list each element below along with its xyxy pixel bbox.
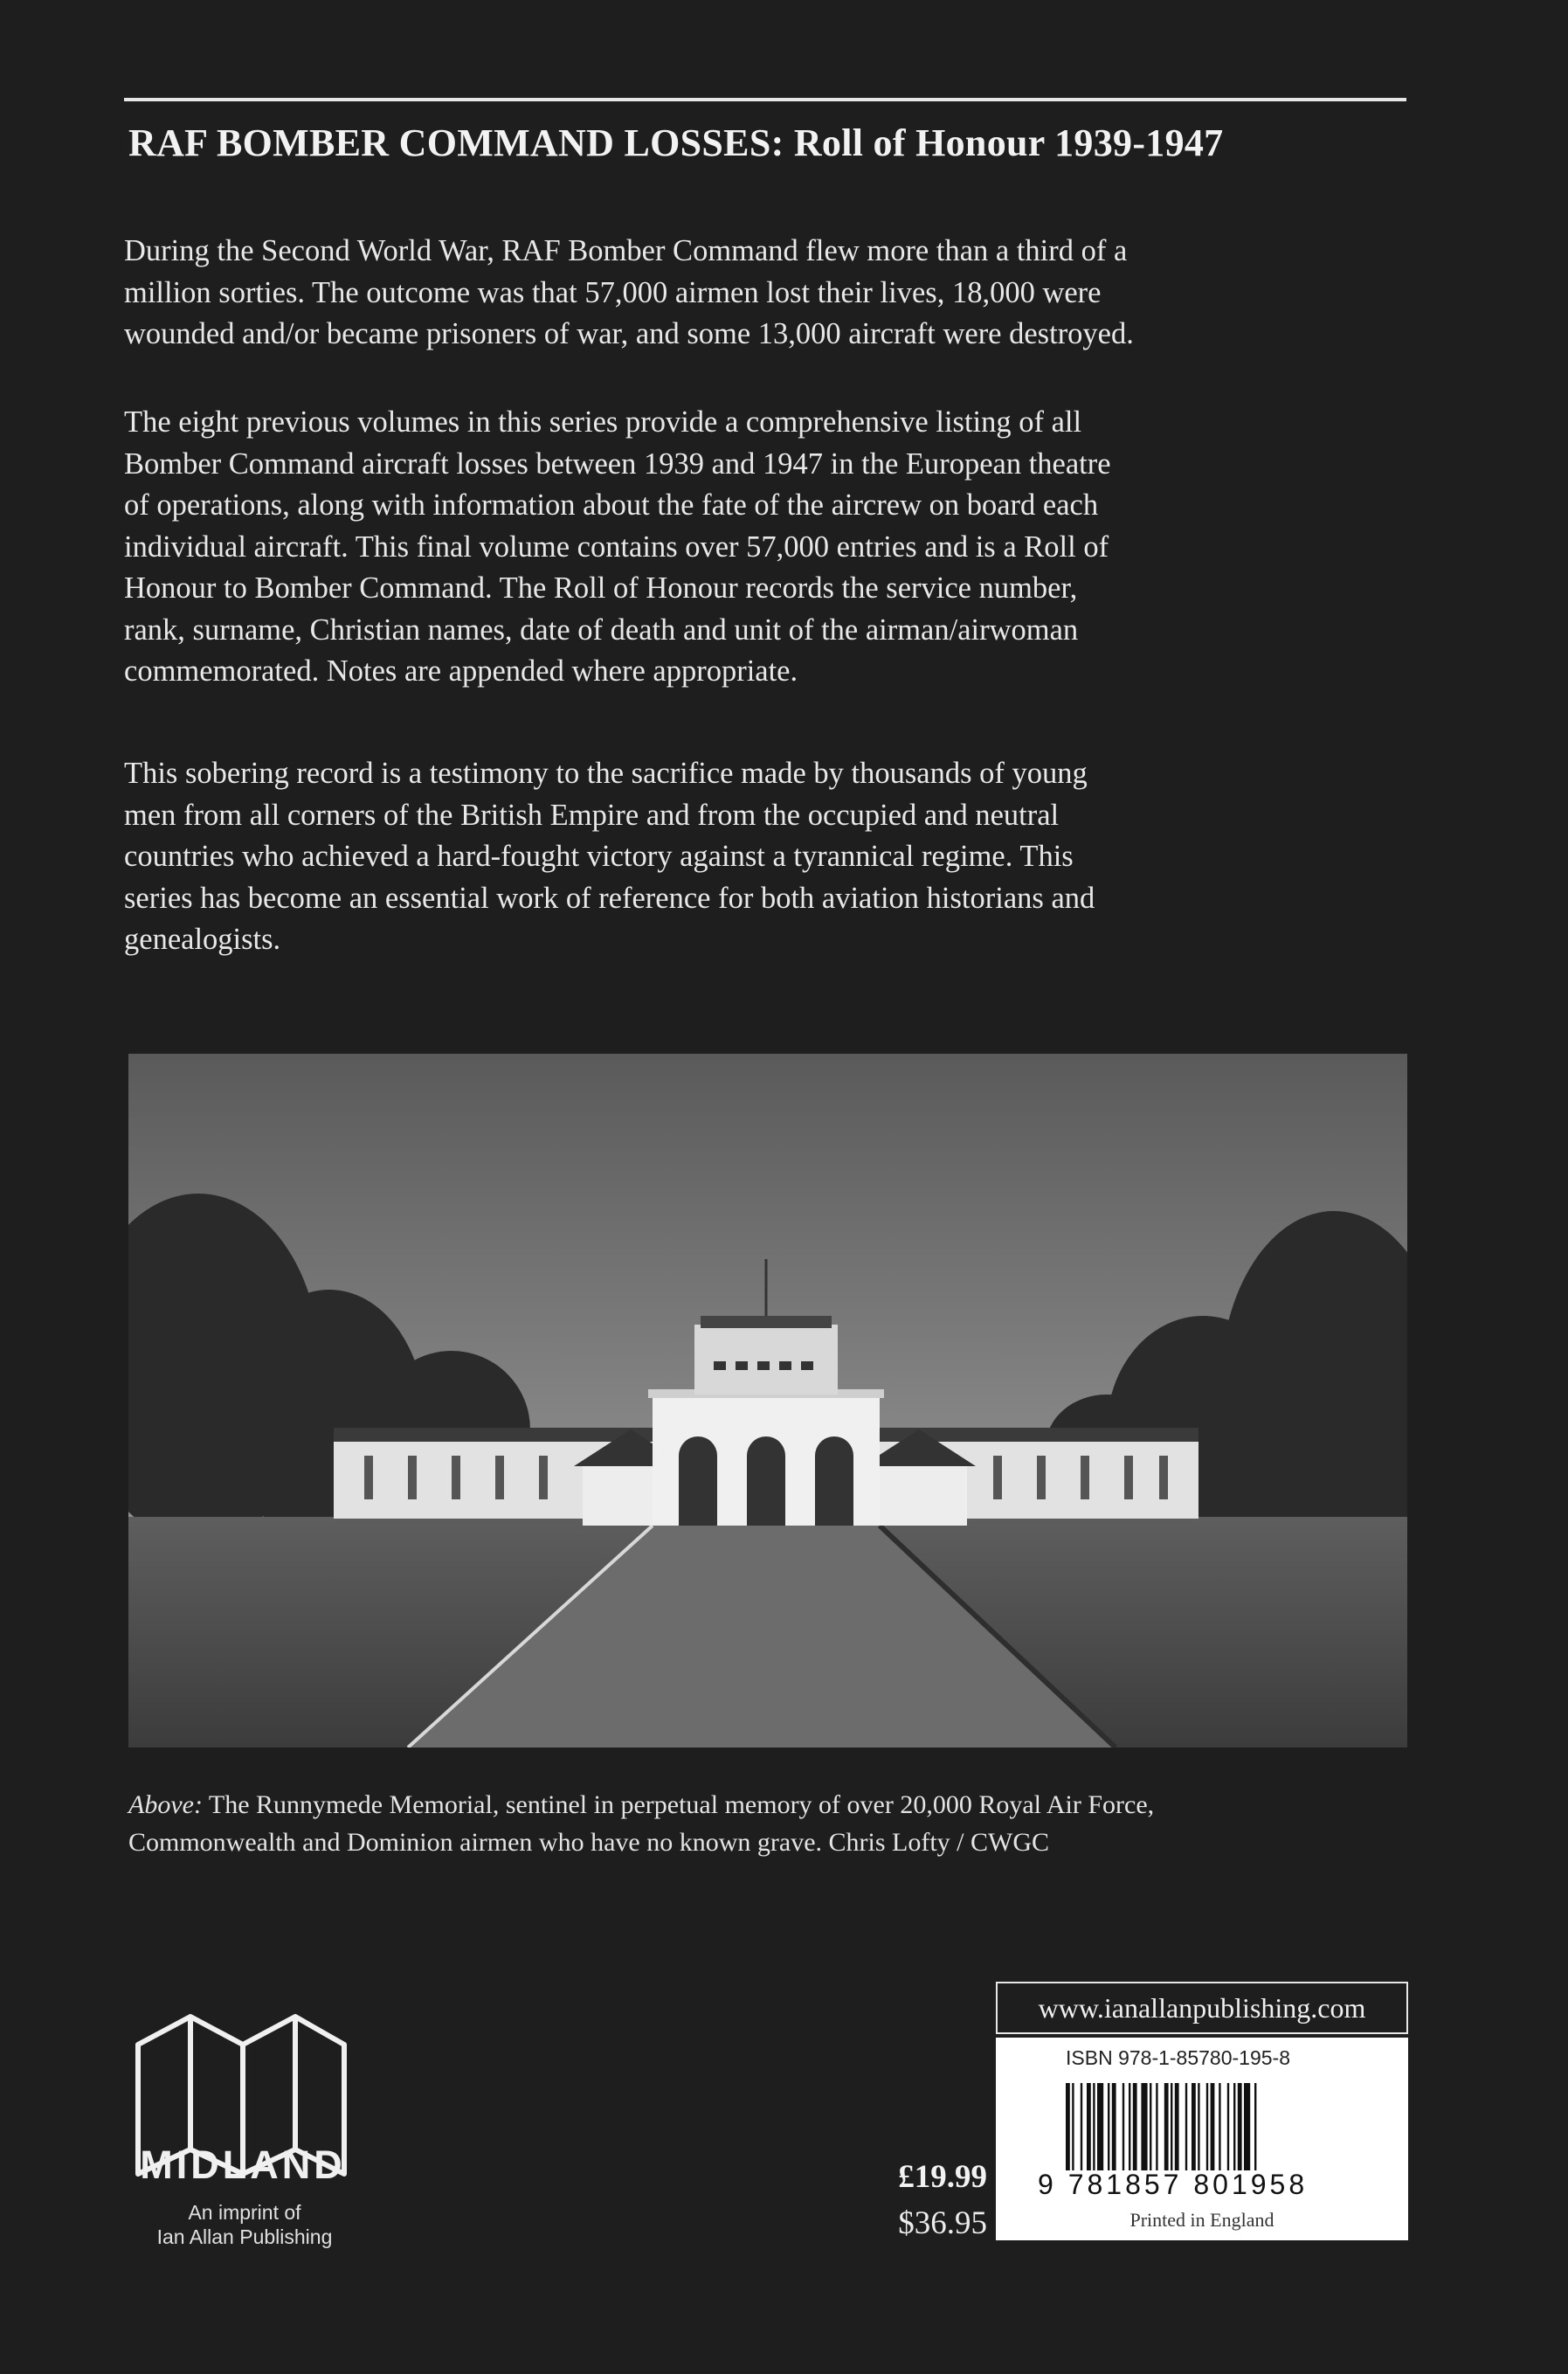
blurb-line: of operations, along with information about the fate of the aircrew on board each: [124, 488, 1099, 522]
blurb-paragraph-1: [124, 231, 1408, 356]
blurb-line: The eight previous volumes in this series provide a comprehensive listing of all: [124, 405, 1082, 439]
imprint-line-1: An imprint of: [188, 2201, 301, 2224]
printed-in: Printed in England: [1129, 2209, 1274, 2231]
blurb-line: series has become an essential work of reference for both aviation historians and: [124, 881, 1095, 915]
blurb-line: Honour to Bomber Command. The Roll of Honour records the service number,: [124, 571, 1078, 605]
blurb-line: million sorties. The outcome was that 57,000 airmen lost their lives, 18,000 were: [124, 275, 1102, 309]
blurb-line: rank, surname, Christian names, date of death and unit of the airman/airwoman: [124, 613, 1079, 647]
publisher-website: www.ianallanpublishing.com: [996, 1982, 1408, 2034]
caption-lead: Above:: [128, 1790, 203, 1819]
blurb-line: During the Second World War, RAF Bomber Command flew more than a third of a: [124, 234, 1128, 267]
barcode-icon: [1064, 2083, 1387, 2170]
photo-caption: [128, 1786, 1421, 1861]
caption-line-2: Commonwealth and Dominion airmen who have no known grave. Chris Lofty / CWGC: [128, 1828, 1049, 1857]
barcode-panel: [996, 2038, 1408, 2240]
caption-line-1: [128, 1786, 1421, 1824]
blurb-line: commemorated. Notes are appended where appropriate.: [124, 654, 798, 688]
barcode-digits: 9 781857 801958: [1038, 2169, 1309, 2200]
blurb-line: individual aircraft. This final volume contains over 57,000 entries and is a Roll of: [124, 529, 1109, 564]
blurb-line: This sobering record is a testimony to the sacrifice made by thousands of young: [124, 757, 1088, 790]
isbn-label: ISBN 978-1-85780-195-8: [1066, 2046, 1290, 2069]
blurb-line: Bomber Command aircraft losses between 1939 and 1947 in the European theatre: [124, 446, 1111, 481]
blurb-line: countries who achieved a hard-fought victory against a tyrannical regime. This: [124, 840, 1074, 873]
price-usd: $36.95: [898, 2205, 987, 2241]
imprint-line-2: Ian Allan Publishing: [156, 2225, 333, 2248]
price-gbp: £19.99: [898, 2159, 987, 2195]
blurb-line: wounded and/or became prisoners of war, and some 13,000 aircraft were destroyed.: [124, 317, 1134, 350]
blurb-paragraph-3: [124, 753, 1408, 961]
caption-text: The Runnymede Memorial, sentinel in perpetual memory of over 20,000 Royal Air Force,: [202, 1790, 1155, 1819]
runnymede-memorial-photo: [128, 1054, 1407, 1748]
publisher-name: MIDLAND: [140, 2142, 346, 2187]
imprint-text: [114, 2200, 376, 2249]
blurb-line: genealogists.: [124, 923, 281, 956]
book-title: RAF BOMBER COMMAND LOSSES: Roll of Honour 1939-1947: [128, 121, 1224, 164]
blurb-line: men from all corners of the British Empire and from the occupied and neutral: [124, 798, 1060, 832]
top-rule: [124, 98, 1406, 101]
blurb-paragraph-2: [124, 402, 1408, 693]
